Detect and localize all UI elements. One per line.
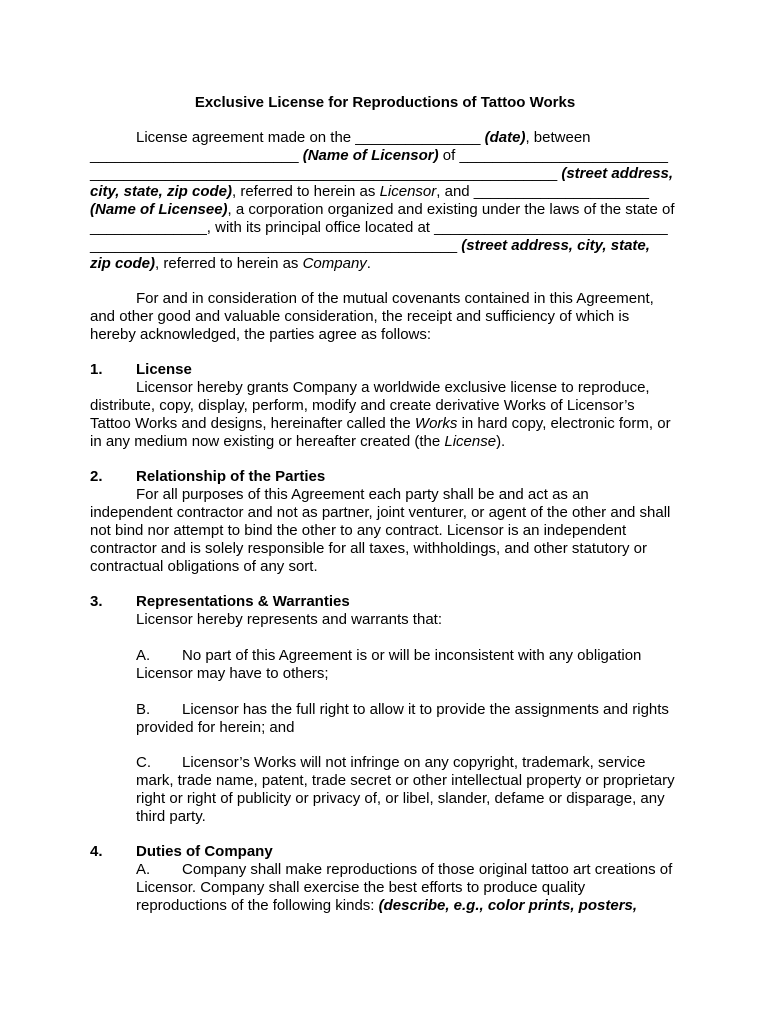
- clause-3c-line: Licensor’s Works will not infringe on any copyright, trademark, service: [182, 754, 646, 771]
- section-4-number: 4.: [90, 843, 103, 860]
- zip-label: zip code): [90, 255, 156, 272]
- blank: ________________________________________________________: [90, 165, 562, 182]
- consideration-line-1: For and in consideration of the mutual covenants contained in this Agreement,: [136, 290, 654, 307]
- preamble-line-5: [90, 201, 675, 219]
- license-term: License: [444, 433, 497, 450]
- section-1-line: [90, 433, 505, 451]
- licensee-name-label: (Name of Licensee): [90, 201, 228, 218]
- clause-3b-line: Licensor has the full right to allow it to provide the assignments and rights: [182, 701, 669, 718]
- blank: _________________________: [90, 147, 303, 164]
- clause-3c-line: mark, trade name, patent, trade secret or other intellectual property or proprietary: [136, 772, 675, 789]
- text: Tattoo Works and designs, hereinafter called the: [90, 415, 415, 432]
- section-2-heading: Relationship of the Parties: [136, 468, 326, 485]
- section-3-heading: Representations & Warranties: [136, 593, 350, 610]
- clause-3c-letter: C.: [136, 754, 151, 771]
- section-2-line: not bind nor attempt to bind the other to any contract. Licensor is an independent: [90, 522, 627, 539]
- address-label: (street address,: [561, 165, 674, 182]
- section-2-number: 2.: [90, 468, 103, 485]
- date-label: (date): [484, 129, 526, 146]
- address-label-cont: city, state, zip code): [90, 183, 232, 200]
- licensor-name-label: (Name of Licensor): [302, 147, 439, 164]
- text: , a corporation organized and existing under the laws of the state of: [227, 201, 675, 218]
- text: ).: [496, 433, 506, 450]
- consideration-line-2: and other good and valuable consideration, the receipt and sufficiency of which is: [90, 308, 630, 325]
- describe-label: (describe, e.g., color prints, posters,: [378, 897, 638, 914]
- clause-4a-line: Company shall make reproductions of those original tattoo art creations of: [182, 861, 673, 878]
- text: , referred to herein as: [155, 255, 303, 272]
- text: , between: [525, 129, 591, 146]
- preamble-line-4: [90, 183, 649, 201]
- clause-4a-line: Licensor. Company shall exercise the best efforts to produce quality: [136, 879, 586, 896]
- section-3-intro: Licensor hereby represents and warrants that:: [136, 611, 442, 628]
- section-1-line: Licensor hereby grants Company a worldwide exclusive license to reproduce,: [136, 379, 650, 396]
- section-2-line: independent contractor and not as partner, joint venturer, or agent of the other and shall: [90, 504, 671, 521]
- document-title: Exclusive License for Reproductions of Tattoo Works: [194, 94, 576, 111]
- consideration-line-3: hereby acknowledged, the parties agree as follows:: [90, 326, 432, 343]
- section-1-line: [90, 415, 671, 433]
- section-2-line: contractual obligations of any sort.: [90, 558, 318, 575]
- blank: ____________________________________________: [90, 237, 462, 254]
- clause-4a-letter: A.: [136, 861, 151, 878]
- clause-3c-line: third party.: [136, 808, 206, 825]
- works-term: Works: [414, 415, 458, 432]
- text: in hard copy, electronic form, or: [457, 415, 671, 432]
- text: .: [366, 255, 371, 272]
- address-label: (street address, city, state,: [461, 237, 650, 254]
- preamble-line-8: [90, 255, 371, 273]
- section-1-number: 1.: [90, 361, 103, 378]
- clause-3c-line: right or right of publicity or privacy of, or libel, slander, defame or disparage, any: [136, 790, 665, 807]
- preamble-line-3: [90, 165, 673, 183]
- section-2-line: For all purposes of this Agreement each party shall be and act as an: [136, 486, 589, 503]
- clause-3a-line: No part of this Agreement is or will be inconsistent with any obligation: [182, 647, 642, 664]
- section-3-number: 3.: [90, 593, 103, 610]
- clause-3a-line: Licensor may have to others;: [136, 665, 329, 682]
- text: , referred to herein as: [231, 183, 380, 200]
- preamble-line-6: ______________, with its principal office located at ____________________________: [90, 219, 668, 236]
- clause-3b-letter: B.: [136, 701, 151, 718]
- section-4-heading: Duties of Company: [136, 843, 273, 860]
- section-1-line: distribute, copy, display, perform, modify and create derivative Works of Licensor’s: [90, 397, 635, 414]
- text: of _________________________: [438, 147, 668, 164]
- section-1-heading: License: [136, 361, 192, 378]
- preamble-line-1: [136, 129, 591, 147]
- preamble-line-2: [90, 147, 668, 165]
- clause-3a-letter: A.: [136, 647, 151, 664]
- clause-4a-line: [136, 897, 637, 915]
- section-2-line: contractor and is solely responsible for all taxes, withholdings, and other statutory or: [90, 540, 647, 557]
- text: in any medium now existing or hereafter created (the: [90, 433, 445, 450]
- preamble-line-7: [90, 237, 650, 255]
- text: reproductions of the following kinds:: [136, 897, 379, 914]
- company-term: Company: [302, 255, 367, 272]
- clause-3b-line: provided for herein; and: [136, 719, 295, 736]
- text: License agreement made on the _______________: [136, 129, 485, 146]
- text: , and _____________________: [436, 183, 649, 200]
- licensor-term: Licensor: [379, 183, 437, 200]
